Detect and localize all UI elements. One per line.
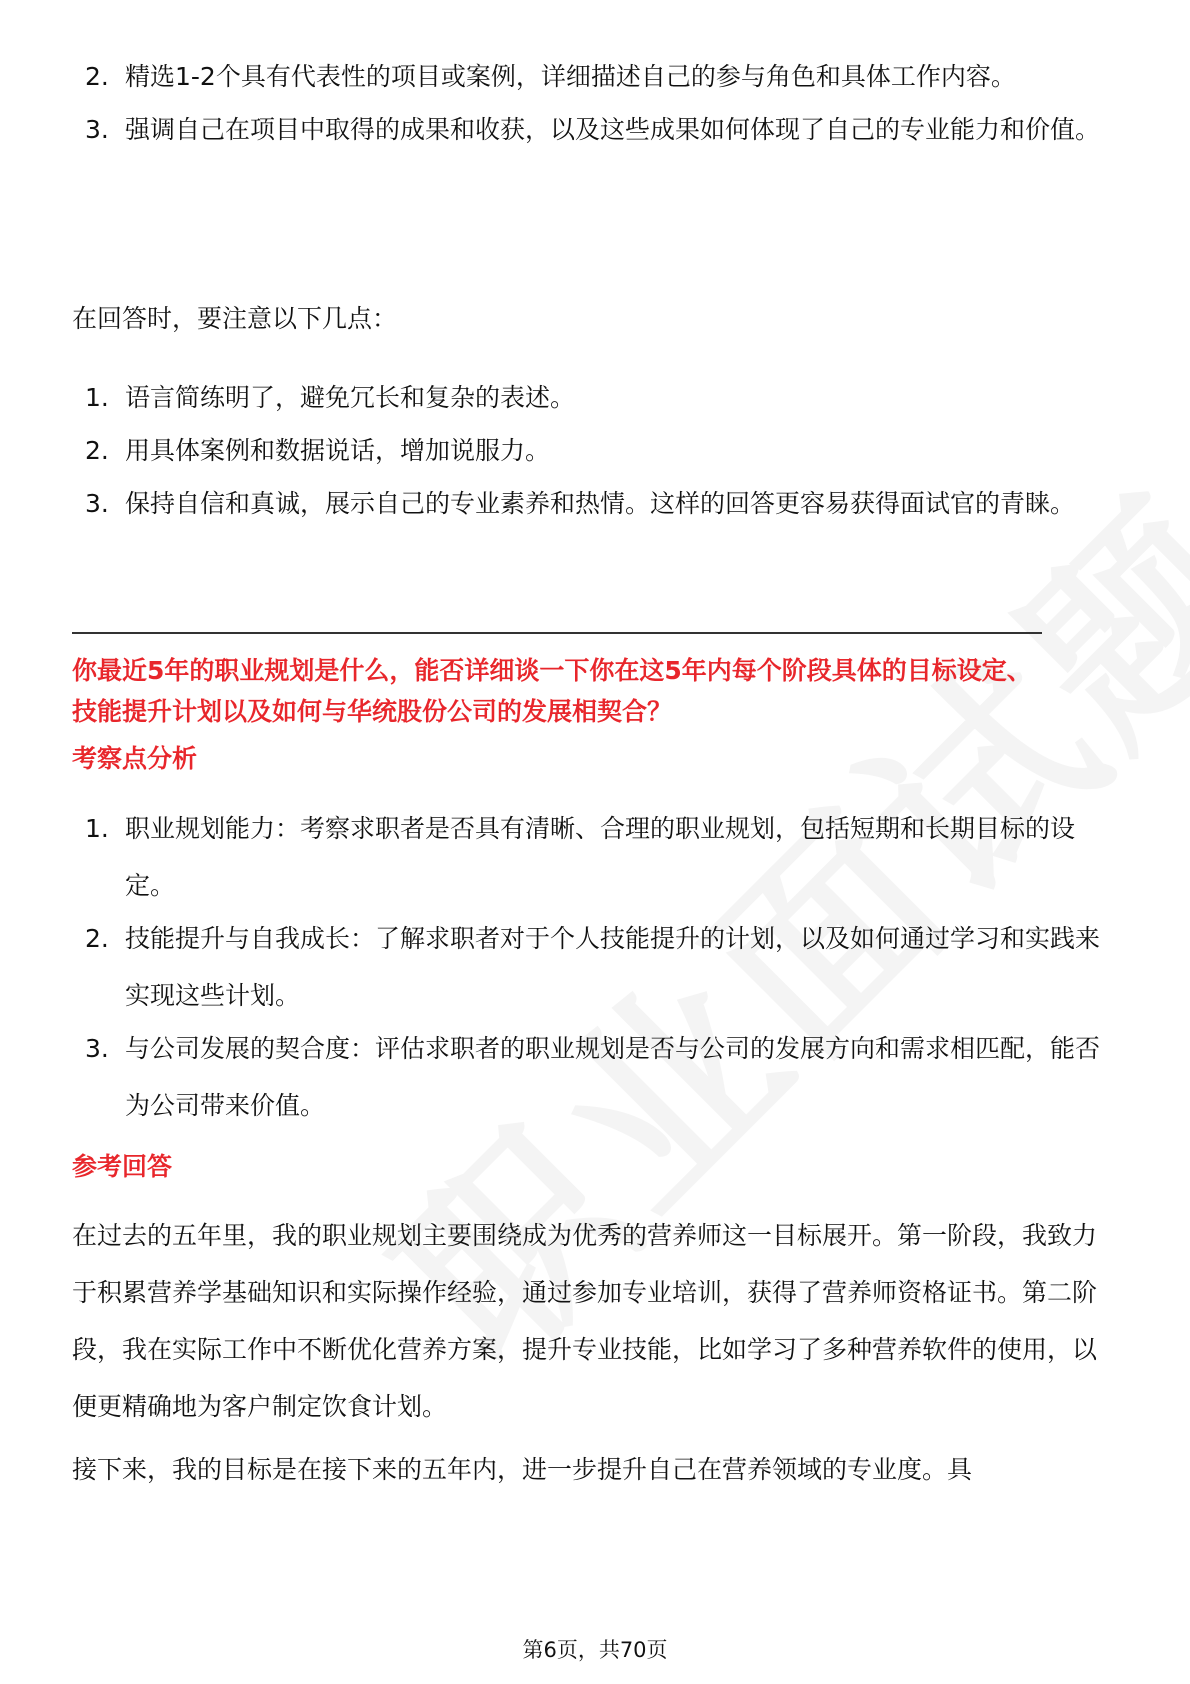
list-number: 3. xyxy=(85,489,109,518)
analysis-list xyxy=(72,800,1118,1134)
list-text: 与公司发展的契合度：评估求职者的职业规划是否与公司的发展方向和需求相匹配，能否为公司带来价值。 xyxy=(125,1034,1101,1120)
list-number: 2. xyxy=(85,62,109,91)
list-text: 用具体案例和数据说话，增加说服力。 xyxy=(125,436,551,465)
list-text: 语言简练明了，避免冗长和复杂的表述。 xyxy=(125,383,576,412)
list-item xyxy=(72,910,1118,1024)
list-number: 2. xyxy=(85,436,109,465)
list-text: 技能提升与自我成长：了解求职者对于个人技能提升的计划，以及如何通过学习和实践来实现这些计划。 xyxy=(125,924,1101,1010)
list-item xyxy=(72,422,1118,479)
list-text: 保持自信和真诚，展示自己的专业素养和热情。这样的回答更容易获得面试官的青睐。 xyxy=(125,489,1076,518)
list-item xyxy=(72,1020,1118,1134)
section-divider xyxy=(72,632,1042,634)
notes-list xyxy=(72,369,1118,532)
list-number: 2. xyxy=(85,924,109,953)
notes-intro: 在回答时，要注意以下几点： xyxy=(72,304,398,333)
question-heading: 你最近5年的职业规划是什么，能否详细谈一下你在这5年内每个阶段具体的目标设定、技能提升计划以及如何与华统股份公司的发展相契合？ xyxy=(72,656,1032,726)
list-item xyxy=(72,475,1118,532)
list-number: 3. xyxy=(85,1034,109,1063)
list-item xyxy=(72,48,1118,105)
answer-paragraph: 接下来，我的目标是在接下来的五年内，进一步提升自己在营养领域的专业度。具 xyxy=(72,1455,973,1484)
list-text: 强调自己在项目中取得的成果和收获，以及这些成果如何体现了自己的专业能力和价值。 xyxy=(125,115,1101,144)
analysis-heading: 考察点分析 xyxy=(72,744,198,773)
list-number: 1. xyxy=(85,814,109,843)
list-item xyxy=(72,800,1118,914)
list-item xyxy=(72,101,1118,158)
list-item xyxy=(72,369,1118,426)
answer-paragraph: 在过去的五年里，我的职业规划主要围绕成为优秀的营养师这一目标展开。第一阶段，我致力于积累营养学基础知识和实际操作经验，通过参加专业培训，获得了营养师资格证书。第二阶段，我在实际工作中不断优化营养方案，提升专业技能，比如学习了多种营养软件的使用，以便更精确地为客户制定饮食计划。 xyxy=(72,1221,1098,1421)
list-text: 职业规划能力：考察求职者是否具有清晰、合理的职业规划，包括短期和长期目标的设定。 xyxy=(125,814,1076,900)
project-tips-list xyxy=(72,48,1118,158)
page-number-footer: 第6页，共70页 xyxy=(522,1638,668,1662)
answer-heading: 参考回答 xyxy=(72,1152,173,1181)
list-number: 1. xyxy=(85,383,109,412)
list-number: 3. xyxy=(85,115,109,144)
list-text: 精选1-2个具有代表性的项目或案例，详细描述自己的参与角色和具体工作内容。 xyxy=(125,62,1016,91)
